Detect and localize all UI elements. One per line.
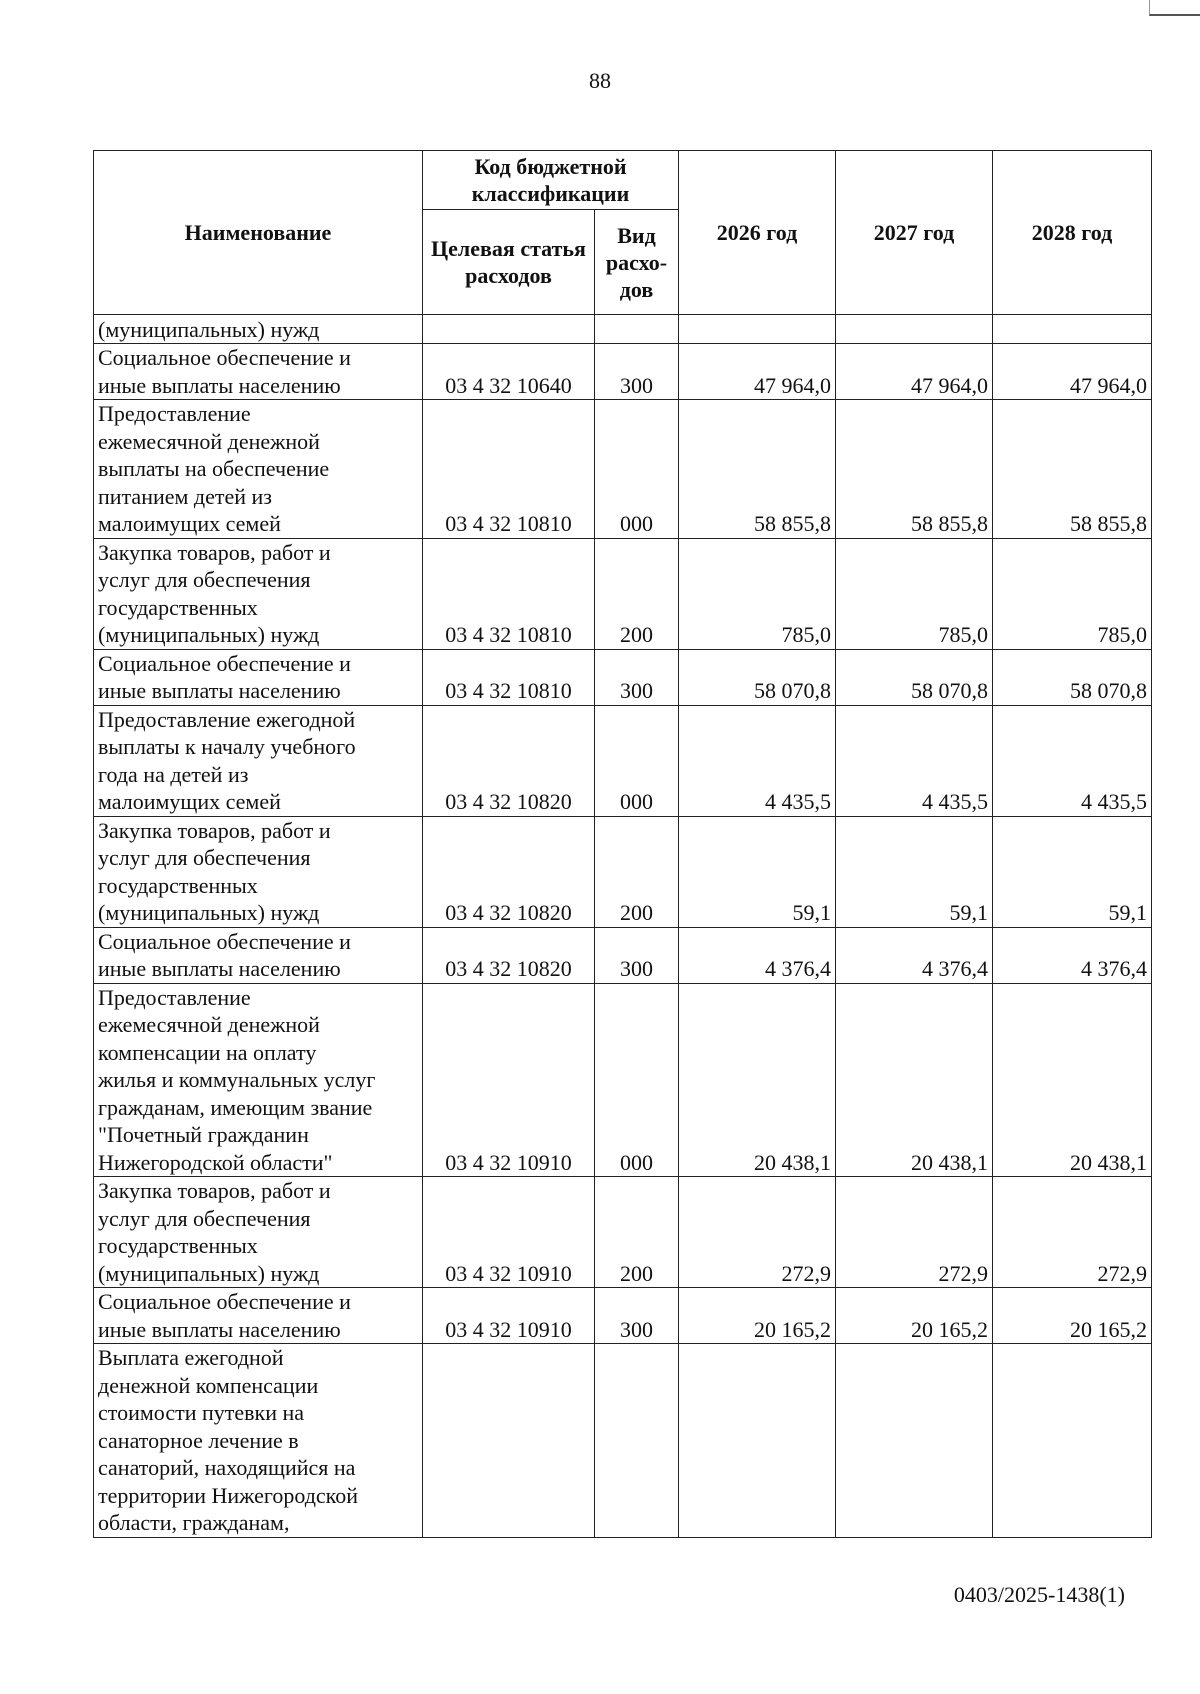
cell-target-article bbox=[423, 649, 595, 705]
cell-2027 bbox=[836, 983, 993, 1177]
cell-2027 bbox=[836, 1177, 993, 1288]
cell-name-text: (муниципальных) нужд bbox=[98, 316, 320, 342]
cell-name-text: Выплата ежегодной денежной компенсации стоимости путевки на санаторное лечение в санаторий, находящийся на территории Нижегородской области, гражданам, bbox=[98, 1345, 359, 1535]
header-year-2027: 2027 год bbox=[836, 151, 993, 315]
cell-2028-text: 58 855,8 bbox=[1070, 511, 1147, 536]
cell-2028 bbox=[993, 983, 1152, 1177]
cell-2026 bbox=[679, 649, 836, 705]
cell-name bbox=[94, 1344, 423, 1538]
table-row bbox=[94, 1344, 1152, 1538]
table-row bbox=[94, 344, 1152, 400]
cell-name bbox=[94, 649, 423, 705]
cell-expense-type-text: 200 bbox=[620, 1260, 653, 1286]
cell-expense-type bbox=[595, 816, 679, 927]
cell-2026-text: 4 376,4 bbox=[765, 956, 831, 981]
cell-name bbox=[94, 927, 423, 983]
cell-2028-text: 47 964,0 bbox=[1070, 372, 1147, 398]
cell-target-article-text: 03 4 32 10820 bbox=[445, 956, 572, 981]
cell-2028 bbox=[993, 538, 1152, 649]
cell-expense-type-text: 000 bbox=[620, 1149, 653, 1175]
cell-target-article bbox=[423, 705, 595, 816]
cell-2028 bbox=[993, 400, 1152, 539]
cell-2026 bbox=[679, 1344, 836, 1538]
cell-2027 bbox=[836, 705, 993, 816]
cell-2027 bbox=[836, 538, 993, 649]
scan-corner-mark bbox=[1149, 0, 1200, 16]
budget-table bbox=[93, 150, 1152, 1538]
cell-2027 bbox=[836, 344, 993, 400]
cell-expense-type-text: 300 bbox=[620, 956, 653, 981]
cell-name-text: Предоставление ежемесячной денежной компенсации на оплату жилья и коммунальных услуг гражданам, имеющим звание "Почетный гражданин Нижегородской области" bbox=[98, 984, 376, 1175]
cell-2026-text: 47 964,0 bbox=[754, 372, 831, 398]
cell-expense-type-text: 000 bbox=[620, 789, 653, 814]
cell-2026 bbox=[679, 344, 836, 400]
cell-2028 bbox=[993, 1288, 1152, 1344]
cell-2028 bbox=[993, 816, 1152, 927]
cell-2027 bbox=[836, 400, 993, 539]
cell-target-article bbox=[423, 1344, 595, 1538]
cell-expense-type-text: 200 bbox=[620, 622, 653, 647]
cell-2027-text: 58 855,8 bbox=[911, 511, 988, 536]
header-name: Наименование bbox=[94, 151, 423, 315]
cell-2028-text: 59,1 bbox=[1108, 900, 1147, 925]
cell-name-text: Социальное обеспечение и иные выплаты населению bbox=[98, 928, 351, 981]
table-body bbox=[94, 315, 1152, 1538]
cell-expense-type bbox=[595, 400, 679, 539]
cell-target-article-text: 03 4 32 10910 bbox=[445, 1316, 572, 1342]
cell-target-article bbox=[423, 538, 595, 649]
cell-2026-text: 20 438,1 bbox=[754, 1149, 831, 1175]
cell-2027-text: 4 435,5 bbox=[922, 789, 988, 814]
cell-expense-type bbox=[595, 1288, 679, 1344]
cell-name bbox=[94, 1177, 423, 1288]
cell-2026-text: 785,0 bbox=[781, 622, 831, 647]
cell-expense-type bbox=[595, 1344, 679, 1538]
cell-2027-text: 4 376,4 bbox=[922, 956, 988, 981]
cell-target-article bbox=[423, 400, 595, 539]
page-number: 88 bbox=[589, 68, 611, 93]
cell-2026-text: 20 165,2 bbox=[754, 1316, 831, 1342]
cell-target-article-text: 03 4 32 10820 bbox=[445, 900, 572, 925]
cell-target-article-text: 03 4 32 10910 bbox=[445, 1260, 572, 1286]
cell-name bbox=[94, 400, 423, 539]
cell-target-article-text: 03 4 32 10810 bbox=[445, 678, 572, 703]
cell-name-text: Предоставление ежегодной выплаты к началу учебного года на детей из малоимущих семей bbox=[98, 706, 356, 814]
cell-name bbox=[94, 538, 423, 649]
cell-target-article-text: 03 4 32 10820 bbox=[445, 789, 572, 814]
cell-target-article-text: 03 4 32 10640 bbox=[445, 372, 572, 398]
table-row bbox=[94, 315, 1152, 344]
cell-target-article bbox=[423, 344, 595, 400]
header-budget-code: Код бюджетной классификации bbox=[423, 151, 679, 210]
cell-2026 bbox=[679, 315, 836, 344]
header-target-article: Целевая статья расходов bbox=[423, 210, 595, 315]
cell-2028-text: 58 070,8 bbox=[1070, 678, 1147, 703]
cell-2026 bbox=[679, 400, 836, 539]
cell-name bbox=[94, 344, 423, 400]
cell-expense-type bbox=[595, 315, 679, 344]
cell-name-text: Предоставление ежемесячной денежной выплаты на обеспечение питанием детей из малоимущих семей bbox=[98, 401, 330, 536]
table-row bbox=[94, 816, 1152, 927]
cell-name bbox=[94, 983, 423, 1177]
cell-2027-text: 59,1 bbox=[949, 900, 988, 925]
cell-2026-text: 58 070,8 bbox=[754, 678, 831, 703]
cell-target-article bbox=[423, 315, 595, 344]
cell-2026 bbox=[679, 983, 836, 1177]
header-year-2028: 2028 год bbox=[993, 151, 1152, 315]
cell-name-text: Закупка товаров, работ и услуг для обеспечения государственных (муниципальных) нужд bbox=[98, 1178, 331, 1286]
cell-name-text: Социальное обеспечение и иные выплаты населению bbox=[98, 345, 351, 398]
table-row bbox=[94, 983, 1152, 1177]
cell-target-article bbox=[423, 1288, 595, 1344]
cell-2028-text: 4 376,4 bbox=[1081, 956, 1147, 981]
cell-name-text: Социальное обеспечение и иные выплаты населению bbox=[98, 1289, 351, 1342]
cell-2026-text: 272,9 bbox=[781, 1260, 831, 1286]
cell-2027 bbox=[836, 649, 993, 705]
cell-expense-type-text: 200 bbox=[620, 900, 653, 925]
cell-expense-type-text: 000 bbox=[620, 511, 653, 536]
cell-target-article-text: 03 4 32 10810 bbox=[445, 511, 572, 536]
table-row bbox=[94, 1177, 1152, 1288]
cell-2027-text: 20 438,1 bbox=[911, 1149, 988, 1175]
cell-2028-text: 785,0 bbox=[1097, 622, 1147, 647]
table-row bbox=[94, 649, 1152, 705]
cell-expense-type-text: 300 bbox=[620, 372, 653, 398]
table-row bbox=[94, 705, 1152, 816]
cell-2026 bbox=[679, 1177, 836, 1288]
cell-2028-text: 4 435,5 bbox=[1081, 789, 1147, 814]
cell-name-text: Закупка товаров, работ и услуг для обеспечения государственных (муниципальных) нужд bbox=[98, 817, 331, 925]
cell-2026 bbox=[679, 1288, 836, 1344]
cell-expense-type bbox=[595, 344, 679, 400]
cell-2026-text: 4 435,5 bbox=[765, 789, 831, 814]
header-expense-type: Вид расхо-дов bbox=[595, 210, 679, 315]
cell-name bbox=[94, 816, 423, 927]
cell-2027 bbox=[836, 927, 993, 983]
cell-expense-type bbox=[595, 983, 679, 1177]
cell-name bbox=[94, 1288, 423, 1344]
cell-2027-text: 20 165,2 bbox=[911, 1316, 988, 1342]
cell-expense-type bbox=[595, 1177, 679, 1288]
table-row bbox=[94, 538, 1152, 649]
cell-expense-type-text: 300 bbox=[620, 1316, 653, 1342]
cell-2026 bbox=[679, 816, 836, 927]
cell-2028 bbox=[993, 1177, 1152, 1288]
cell-2027-text: 58 070,8 bbox=[911, 678, 988, 703]
table-header-row bbox=[94, 151, 1152, 210]
cell-2027 bbox=[836, 816, 993, 927]
cell-name-text: Закупка товаров, работ и услуг для обеспечения государственных (муниципальных) нужд bbox=[98, 539, 331, 647]
cell-2026 bbox=[679, 927, 836, 983]
cell-2027 bbox=[836, 1288, 993, 1344]
cell-2027 bbox=[836, 315, 993, 344]
cell-2027-text: 272,9 bbox=[938, 1260, 988, 1286]
cell-2028 bbox=[993, 344, 1152, 400]
cell-target-article bbox=[423, 983, 595, 1177]
cell-expense-type bbox=[595, 927, 679, 983]
cell-2028 bbox=[993, 649, 1152, 705]
cell-name-text: Социальное обеспечение и иные выплаты населению bbox=[98, 650, 351, 703]
document-code: 0403/2025-1438(1) bbox=[953, 1582, 1125, 1607]
table-row bbox=[94, 927, 1152, 983]
cell-expense-type bbox=[595, 538, 679, 649]
cell-2028 bbox=[993, 315, 1152, 344]
cell-name bbox=[94, 705, 423, 816]
cell-target-article bbox=[423, 816, 595, 927]
cell-2027-text: 47 964,0 bbox=[911, 372, 988, 398]
cell-2028-text: 20 165,2 bbox=[1070, 1316, 1147, 1342]
cell-2026-text: 58 855,8 bbox=[754, 511, 831, 536]
cell-target-article bbox=[423, 927, 595, 983]
cell-2028-text: 20 438,1 bbox=[1070, 1149, 1147, 1175]
header-year-2026: 2026 год bbox=[679, 151, 836, 315]
cell-2027 bbox=[836, 1344, 993, 1538]
cell-expense-type bbox=[595, 705, 679, 816]
table-row bbox=[94, 400, 1152, 539]
cell-expense-type-text: 300 bbox=[620, 678, 653, 703]
cell-2028-text: 272,9 bbox=[1097, 1260, 1147, 1286]
cell-target-article-text: 03 4 32 10910 bbox=[445, 1149, 572, 1175]
cell-name bbox=[94, 315, 423, 344]
cell-2028 bbox=[993, 705, 1152, 816]
cell-2026 bbox=[679, 705, 836, 816]
cell-target-article bbox=[423, 1177, 595, 1288]
cell-expense-type bbox=[595, 649, 679, 705]
table-row bbox=[94, 1288, 1152, 1344]
cell-2026 bbox=[679, 538, 836, 649]
cell-2028 bbox=[993, 1344, 1152, 1538]
cell-2027-text: 785,0 bbox=[938, 622, 988, 647]
cell-2026-text: 59,1 bbox=[792, 900, 831, 925]
cell-2028 bbox=[993, 927, 1152, 983]
cell-target-article-text: 03 4 32 10810 bbox=[445, 622, 572, 647]
